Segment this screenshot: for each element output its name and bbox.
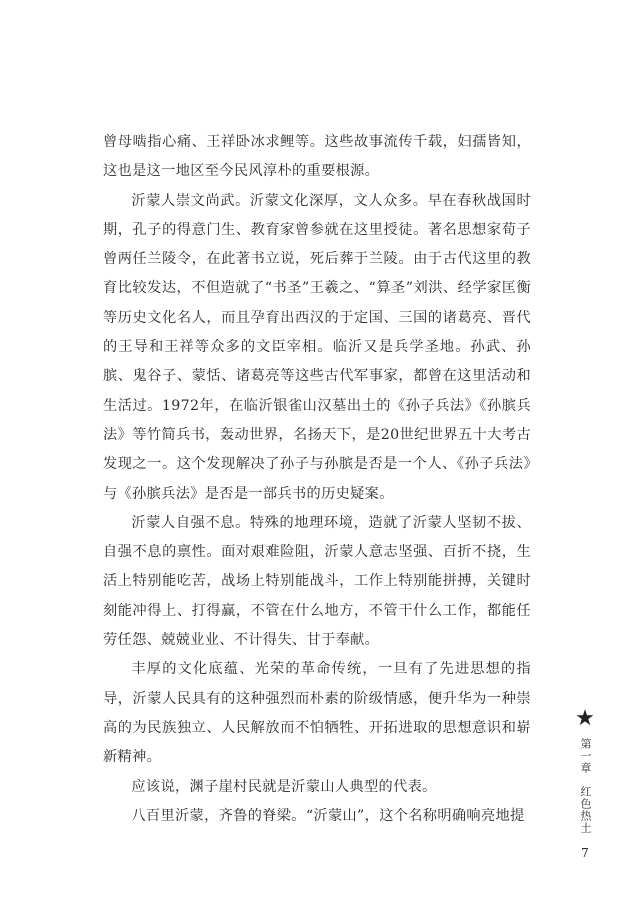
star-icon: ★ — [575, 706, 595, 731]
paragraph-tradition: 丰厚的文化底蕴、光荣的革命传统，一旦有了先进思想的指导，沂蒙人民具有的这种强烈而朴素的阶级情感，便升华为一种崇高的为民族独立、人民解放而不怕牺牲、开拓进取的思想意识和崭新精神。 — [103, 661, 531, 766]
paragraph-continuation: 曾母啮指心痛、王祥卧冰求鲤等。这些故事流传千载，妇孺皆知，这也是这一地区至今民风淳朴的重要根源。 — [103, 134, 531, 180]
chapter-side-marker — [573, 708, 597, 860]
section-title: 红色热土 — [579, 786, 592, 834]
paragraph-self-reliance: 沂蒙人自强不息。特殊的地理环境，造就了沂蒙人坚韧不拔、自强不息的禀性。面对艰难险阻，沂蒙人意志坚强、百折不挠，生活上特别能吃苦，战场上特别能战斗，工作上特别能拼搏，关键时刻能冲得上、打得赢，不管在什么地方，不管干什么工作，都能任劳任怨、兢兢业业、不计得失、甘于奉献。 — [103, 514, 531, 649]
body-text — [103, 128, 531, 831]
paragraph-yimeng-mountain: 八百里沂蒙，齐鲁的脊梁。“沂蒙山”，这个名称明确响亮地提 — [131, 807, 525, 824]
paragraph-culture: 沂蒙人崇文尚武。沂蒙文化深厚，文人众多。早在春秋战国时期，孔子的得意门生、教育家曾参就在这里授徒。著名思想家荀子曾两任兰陵令，在此著书立说，死后葬于兰陵。由于古代这里的教育比较发达，不但造就了“书圣”王羲之、“算圣”刘洪、经学家匡衡等历史文化名人，而且孕育出西汉的于定国、三国的诸葛亮、晋代的王导和王祥等众多的文臣宰相。临沂又是兵学圣地。孙武、孙膑、鬼谷子、蒙恬、诸葛亮等这些古代军事家，都曾在这里活动和生活过。1972年，在临沂银雀山汉墓出土的《孙子兵法》《孙膑兵法》等竹简兵书，轰动世界，名扬天下，是20世纪世界五十大考古发现之一。这个发现解决了孙子与孙膑是否是一个人、《孙子兵法》与《孙膑兵法》是否是一部兵书的历史疑案。 — [103, 192, 531, 502]
chapter-label: 第一章 — [579, 738, 592, 774]
paragraph-representative: 应该说，渊子崖村民就是沂蒙山人典型的代表。 — [131, 778, 437, 795]
page-number: 7 — [581, 846, 589, 860]
